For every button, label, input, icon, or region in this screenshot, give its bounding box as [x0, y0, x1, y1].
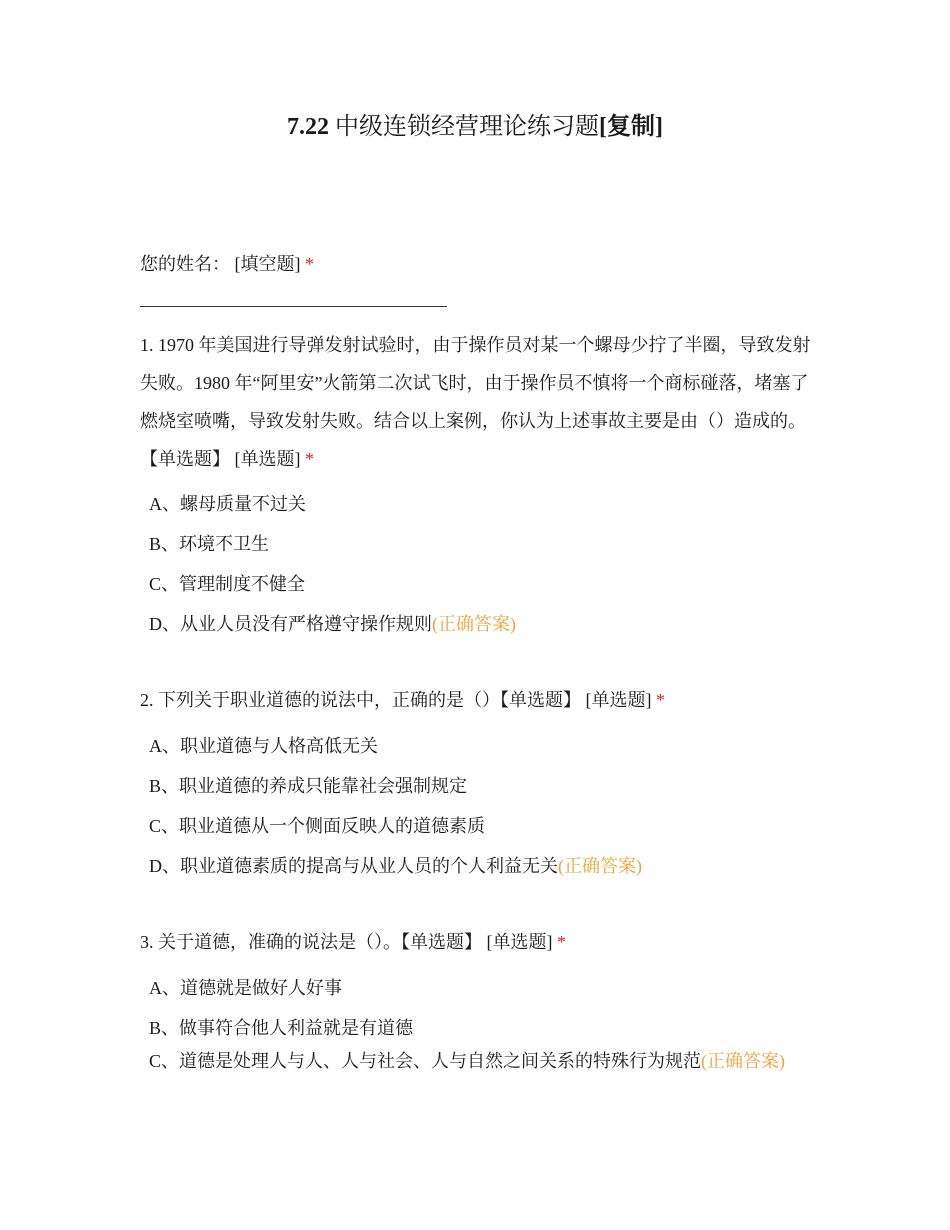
question-3-text: 3. 关于道德，准确的说法是（）。【单选题】 — [140, 932, 482, 952]
question-3 — [140, 923, 820, 961]
question-1-option-a[interactable]: A、螺母质量不过关 — [149, 494, 306, 514]
question-3-type: [单选题] — [486, 932, 553, 952]
required-mark: * — [305, 449, 314, 469]
name-question-type: [填空题] — [234, 254, 301, 274]
question-1-type: [单选题] — [234, 449, 301, 469]
name-question — [140, 245, 820, 283]
question-2-option-a[interactable]: A、职业道德与人格高低无关 — [149, 736, 378, 756]
correct-answer-badge: (正确答案) — [432, 614, 516, 634]
correct-answer-badge: (正确答案) — [701, 1051, 786, 1071]
question-1-option-b[interactable]: B、环境不卫生 — [149, 534, 270, 554]
required-mark: * — [305, 254, 314, 274]
correct-answer-badge: (正确答案) — [558, 856, 642, 876]
question-3-option-b[interactable]: B、做事符合他人利益就是有道德 — [149, 1018, 414, 1038]
question-3-option-c[interactable]: C、道德是处理人与人、人与社会、人与自然之间关系的特殊行为规范(正确答案) — [149, 1051, 786, 1071]
question-2-option-d[interactable]: D、职业道德素质的提高与从业人员的个人利益无关(正确答案) — [149, 856, 642, 876]
page-title — [0, 110, 950, 144]
question-2-type: [单选题] — [585, 690, 652, 710]
title-number: 7.22 — [287, 114, 329, 140]
question-2-option-c[interactable]: C、职业道德从一个侧面反映人的道德素质 — [149, 816, 486, 836]
required-mark: * — [557, 932, 566, 952]
question-1-option-d[interactable]: D、从业人员没有严格遵守操作规则(正确答案) — [149, 614, 516, 634]
question-2-text: 2. 下列关于职业道德的说法中，正确的是（）【单选题】 — [140, 690, 581, 710]
question-2 — [140, 681, 820, 719]
title-text: 中级连锁经营理论练习题 — [335, 114, 599, 140]
title-tag: [复制] — [599, 114, 663, 140]
name-answer-line[interactable] — [140, 306, 447, 307]
question-2-option-b[interactable]: B、职业道德的养成只能靠社会强制规定 — [149, 776, 468, 796]
question-1-option-c[interactable]: C、管理制度不健全 — [149, 574, 306, 594]
required-mark: * — [656, 690, 665, 710]
question-1 — [140, 326, 820, 478]
question-3-option-a[interactable]: A、道德就是做好人好事 — [149, 978, 342, 998]
question-1-text: 1. 1970 年美国进行导弹发射试验时，由于操作员对某一个螺母少拧了半圈，导致发射失败。1980 年“阿里安”火箭第二次试飞时，由于操作员不慎将一个商标碰落，堵塞了燃烧室喷嘴，导致发射失败。结合以上案例，你认为上述事故主要是由（）造成的。【单选题】 — [140, 335, 811, 469]
name-question-label: 您的姓名： — [140, 254, 230, 274]
